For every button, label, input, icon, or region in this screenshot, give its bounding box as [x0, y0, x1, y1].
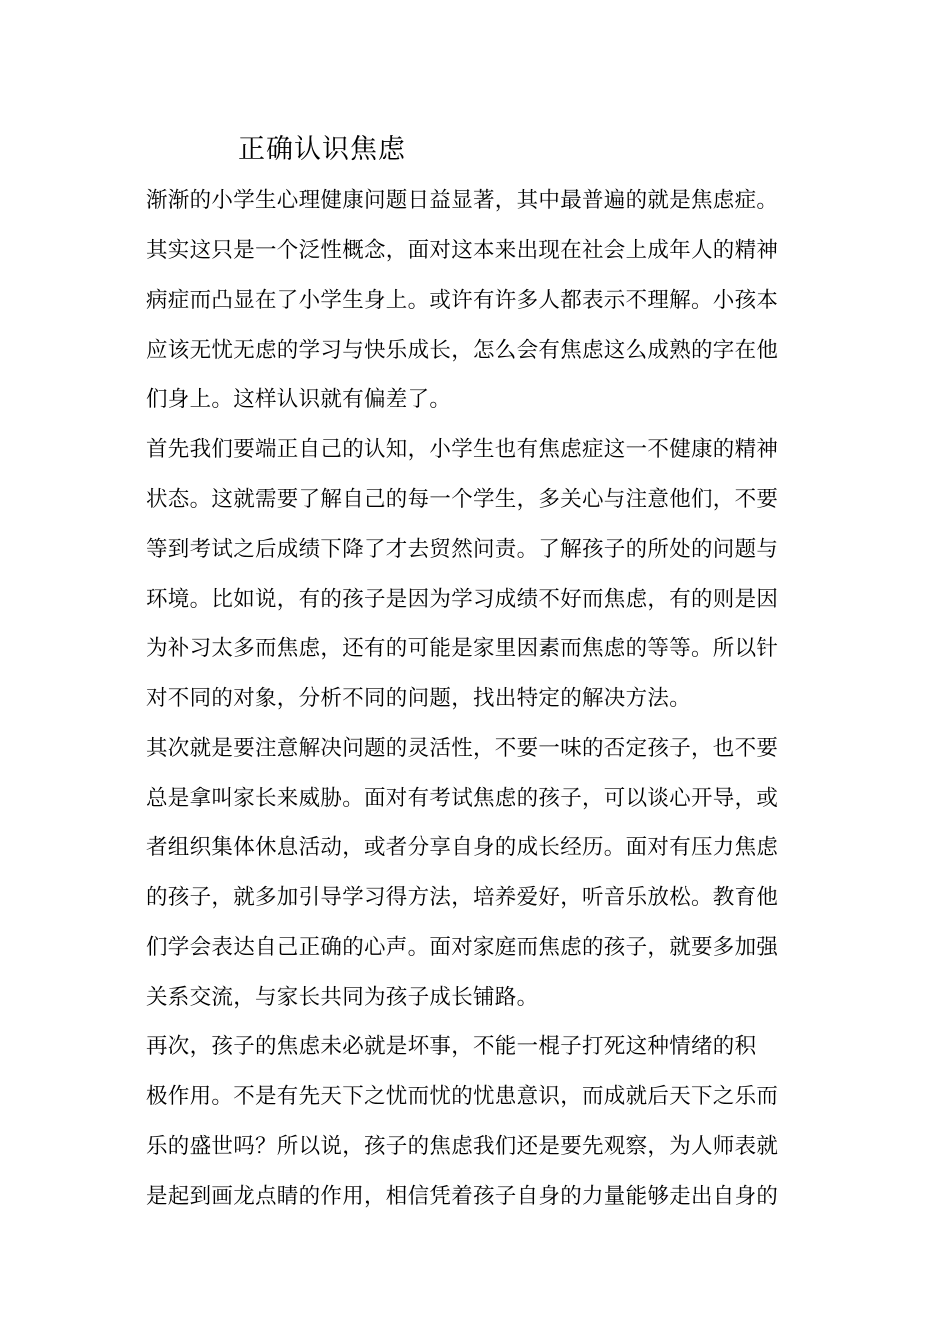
text-line: 状态。这就需要了解自己的每一个学生，多关心与注意他们，不要: [146, 487, 779, 512]
text-line: 环境。比如说，有的孩子是因为学习成绩不好而焦虑，有的则是因: [146, 587, 779, 612]
text-line: 极作用。不是有先天下之忧而忧的忧患意识，而成就后天下之乐而: [146, 1084, 779, 1109]
text-line: 们学会表达自己正确的心声。面对家庭而焦虑的孩子，就要多加强: [146, 935, 779, 960]
text-line: 其实这只是一个泛性概念，面对这本来出现在社会上成年人的精神: [146, 238, 779, 263]
text-line: 再次，孩子的焦虑未必就是坏事，不能一棍子打死这种情绪的积: [146, 1034, 757, 1059]
text-line: 们身上。这样认识就有偏差了。: [146, 387, 452, 412]
text-line: 者组织集体休息活动，或者分享自身的成长经历。面对有压力焦虑: [146, 835, 779, 860]
text-line: 对不同的对象，分析不同的问题，找出特定的解决方法。: [146, 686, 692, 711]
text-line: 病症而凸显在了小学生身上。或许有许多人都表示不理解。小孩本: [146, 288, 779, 313]
text-line: 关系交流，与家长共同为孩子成长铺路。: [146, 985, 539, 1010]
text-line: 乐的盛世吗？所以说，孩子的焦虑我们还是要先观察，为人师表就: [146, 1134, 779, 1159]
text-line: 总是拿叫家长来威胁。面对有考试焦虑的孩子，可以谈心开导，或: [146, 786, 779, 811]
document-title: 正确认识焦虑: [238, 134, 406, 165]
text-line: 首先我们要端正自己的认知，小学生也有焦虑症这一不健康的精神: [146, 437, 779, 462]
text-line: 为补习太多而焦虑，还有的可能是家里因素而焦虑的等等。所以针: [146, 636, 779, 661]
text-line: 渐渐的小学生心理健康问题日益显著，其中最普遍的就是焦虑症。: [146, 188, 779, 213]
text-line: 应该无忧无虑的学习与快乐成长，怎么会有焦虑这么成熟的字在他: [146, 338, 779, 363]
text-line: 的孩子，就多加引导学习得方法，培养爱好，听音乐放松。教育他: [146, 885, 779, 910]
text-line: 等到考试之后成绩下降了才去贸然问责。了解孩子的所处的问题与: [146, 537, 779, 562]
text-line: 其次就是要注意解决问题的灵活性，不要一味的否定孩子，也不要: [146, 736, 779, 761]
text-line: 是起到画龙点睛的作用，相信凭着孩子自身的力量能够走出自身的: [146, 1184, 779, 1209]
